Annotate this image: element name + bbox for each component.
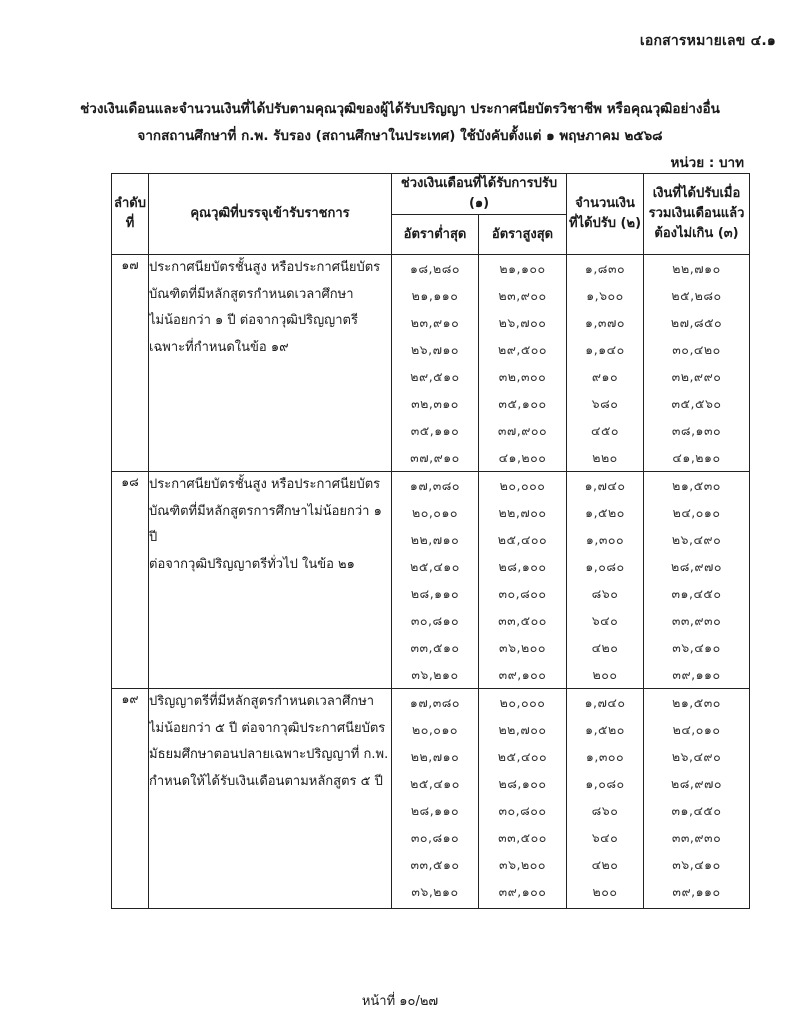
max-rate-value: ๒๕,๔๐๐	[497, 532, 548, 547]
adjusted-amount-value: ๑,๕๒๐	[585, 505, 625, 520]
qualification-line: ประกาศนียบัตรชั้นสูง หรือประกาศนียบัตร	[149, 477, 381, 492]
header-max-rate: อัตราสูงสุด	[479, 215, 567, 255]
total-cap-value: ๒๖,๔๙๐	[671, 532, 722, 547]
row-max-rate-column	[479, 689, 567, 909]
qualification-line: ไม่น้อยกว่า ๕ ปี ต่อจากวุฒิประกาศนียบัตร	[149, 720, 386, 736]
max-rate-value: ๓๖,๒๐๐	[499, 640, 546, 655]
total-cap-value: ๓๖,๔๑๐	[672, 640, 721, 655]
adjusted-amount-value: ๑,๓๗๐	[585, 315, 625, 330]
header-min-rate: อัตราต่ำสุด	[392, 215, 479, 255]
adjusted-amount-value: ๒๒๐	[592, 450, 618, 465]
max-rate-value: ๓๒,๓๐๐	[498, 369, 547, 384]
min-rate-value: ๓๓,๕๑๐	[410, 640, 460, 655]
min-rate-value: ๒๕,๔๑๐	[410, 776, 460, 791]
total-cap-value: ๓๑,๔๕๐	[671, 803, 722, 818]
qualification-line: ไม่น้อยกว่า ๑ ปี ต่อจากวุฒิปริญญาตรี	[149, 313, 358, 328]
adjusted-amount-value: ๑,๐๘๐	[585, 776, 625, 791]
total-cap-value: ๒๘,๙๗๐	[670, 559, 723, 574]
header-sequence-no-line2: ที่	[125, 216, 135, 231]
adjusted-amount-value: ๘๖๐	[591, 586, 619, 601]
qualification-line: บัณฑิตที่มีหลักสูตรการศึกษาไม่น้อยกว่า ๑ ปี	[149, 503, 382, 545]
header-total-cap	[644, 174, 750, 255]
total-cap-value: ๒๑,๕๓๐	[672, 478, 721, 493]
adjusted-amount-value: ๑,๗๔๐	[584, 695, 626, 710]
adjusted-amount-value: ๖๔๐	[591, 830, 619, 845]
min-rate-value: ๒๒,๗๑๐	[410, 532, 460, 547]
adjusted-amount-value: ๑,๗๔๐	[584, 478, 626, 493]
total-cap-value: ๒๒,๗๑๐	[672, 261, 721, 276]
adjusted-amount-value: ๖๘๐	[591, 396, 619, 411]
document-title-line2: จากสถานศึกษาที่ ก.พ. รับรอง (สถานศึกษาในประเทศ) ใช้บังคับตั้งแต่ ๑ พฤษภาคม ๒๕๖๘	[137, 128, 663, 144]
total-cap-value: ๒๑,๕๓๐	[672, 695, 721, 710]
total-cap-value: ๓๕,๕๖๐	[671, 396, 722, 411]
table-row	[112, 255, 750, 472]
row-total-cap-column	[644, 255, 750, 472]
total-cap-value: ๒๔,๐๑๐	[672, 722, 721, 737]
min-rate-value: ๓๖,๒๑๐	[411, 884, 459, 899]
max-rate-value: ๒๒,๗๐๐	[498, 722, 547, 737]
total-cap-value: ๒๗,๘๕๐	[670, 315, 723, 330]
adjusted-amount-value: ๑,๘๓๐	[584, 261, 626, 276]
header-total-cap-line1: เงินที่ได้ปรับเมื่อ	[652, 186, 741, 201]
adjusted-amount-value: ๑,๕๒๐	[585, 722, 625, 737]
min-rate-value: ๒๐,๐๑๐	[411, 722, 459, 737]
max-rate-value: ๒๓,๙๐๐	[498, 288, 547, 303]
min-rate-value: ๓๖,๒๑๐	[411, 667, 459, 682]
header-adjusted-amount-line1: จำนวนเงิน	[575, 196, 635, 211]
min-rate-value: ๒๘,๑๑๐	[410, 803, 460, 818]
max-rate-value: ๓๗,๙๐๐	[497, 423, 548, 438]
total-cap-value: ๒๔,๐๑๐	[672, 505, 721, 520]
row-total-cap-column	[644, 472, 750, 689]
total-cap-value: ๒๖,๔๙๐	[671, 749, 722, 764]
min-rate-value: ๒๑,๑๑๐	[411, 288, 459, 303]
header-qualification: คุณวุฒิที่บรรจุเข้ารับราชการ	[149, 174, 392, 255]
adjusted-amount-value: ๑,๓๐๐	[585, 749, 625, 764]
total-cap-value: ๔๑,๒๑๐	[672, 450, 721, 465]
max-rate-value: ๓๐,๘๐๐	[498, 803, 547, 818]
adjusted-amount-value: ๔๒๐	[591, 640, 619, 655]
min-rate-value: ๒๐,๐๑๐	[411, 505, 459, 520]
document-title-line1: ช่วงเงินเดือนและจำนวนเงินที่ได้ปรับตามคุณวุฒิของผู้ได้รับปริญญา ประกาศนียบัตรวิชาชีพ หรือคุณวุฒิอย่างอื่น	[80, 101, 720, 117]
row-qualification	[149, 689, 392, 909]
row-sequence-no: ๑๗	[112, 255, 149, 472]
document-number: เอกสารหมายเลข ๔.๑	[639, 33, 776, 49]
min-rate-value: ๓๓,๕๑๐	[410, 857, 460, 872]
row-sequence-no: ๑๘	[112, 472, 149, 689]
min-rate-value: ๒๘,๑๑๐	[410, 586, 460, 601]
row-min-rate-column	[392, 472, 479, 689]
max-rate-value: ๒๘,๑๐๐	[498, 559, 547, 574]
min-rate-value: ๓๒,๓๑๐	[411, 396, 459, 411]
min-rate-value: ๒๒,๗๑๐	[410, 749, 460, 764]
min-rate-value: ๒๕,๔๑๐	[410, 559, 460, 574]
total-cap-value: ๓๖,๔๑๐	[672, 857, 721, 872]
min-rate-value: ๒๙,๕๑๐	[410, 369, 460, 384]
total-cap-value: ๓๓,๙๓๐	[671, 613, 722, 628]
min-rate-value: ๑๗,๓๘๐	[409, 695, 461, 710]
max-rate-value: ๒๒,๗๐๐	[498, 505, 547, 520]
qualification-line: มัธยมศึกษาตอนปลายเฉพาะปริญญาที่ ก.พ.	[149, 747, 389, 762]
row-sequence-no: ๑๙	[112, 689, 149, 909]
adjusted-amount-value: ๑,๖๐๐	[586, 288, 624, 303]
min-rate-value: ๓๐,๘๑๐	[410, 830, 460, 845]
adjusted-amount-value: ๘๖๐	[591, 803, 619, 818]
total-cap-value: ๓๘,๑๓๐	[671, 423, 722, 438]
min-rate-value: ๒๖,๗๑๐	[410, 342, 460, 357]
row-min-rate-column	[392, 255, 479, 472]
total-cap-value: ๓๙,๑๑๐	[672, 884, 721, 899]
min-rate-value: ๓๐,๘๑๐	[410, 613, 460, 628]
header-adjusted-amount	[567, 174, 644, 255]
table-row	[112, 472, 750, 689]
header-sequence-no	[112, 174, 149, 255]
qualification-line: ประกาศนียบัตรชั้นสูง หรือประกาศนียบัตร	[149, 260, 381, 275]
adjusted-amount-value: ๙๑๐	[591, 369, 619, 384]
max-rate-value: ๒๐,๐๐๐	[499, 478, 546, 493]
adjusted-amount-value: ๒๐๐	[592, 667, 618, 682]
header-total-cap-line3: ต้องไม่เกิน (๓)	[654, 226, 739, 241]
max-rate-value: ๓๓,๕๐๐	[498, 830, 547, 845]
total-cap-value: ๒๕,๒๘๐	[671, 288, 722, 303]
min-rate-value: ๓๕,๑๑๐	[410, 423, 460, 438]
table-row	[112, 689, 750, 909]
salary-adjustment-table	[111, 173, 750, 909]
adjusted-amount-value: ๔๕๐	[590, 423, 620, 438]
unit-label: หน่วย : บาท	[670, 155, 744, 171]
min-rate-value: ๓๗,๙๑๐	[410, 450, 460, 465]
row-qualification	[149, 255, 392, 472]
max-rate-value: ๓๐,๘๐๐	[498, 586, 547, 601]
max-rate-value: ๒๕,๔๐๐	[497, 749, 548, 764]
header-sequence-no-line1: ลำดับ	[114, 196, 146, 211]
max-rate-value: ๔๑,๒๐๐	[498, 450, 547, 465]
qualification-line: บัณฑิตที่มีหลักสูตรกำหนดเวลาศึกษา	[149, 286, 354, 302]
qualification-line: ต่อจากวุฒิปริญญาตรีทั่วไป ในข้อ ๒๑	[149, 556, 355, 572]
total-cap-value: ๓๒,๙๙๐	[671, 369, 722, 384]
min-rate-value: ๒๓,๙๑๐	[410, 315, 460, 330]
max-rate-value: ๓๖,๒๐๐	[499, 857, 546, 872]
row-adjusted-amount-column	[567, 255, 644, 472]
max-rate-value: ๒๖,๗๐๐	[498, 315, 547, 330]
row-max-rate-column	[479, 255, 567, 472]
adjusted-amount-value: ๑,๐๘๐	[585, 559, 625, 574]
total-cap-value: ๓๑,๔๕๐	[671, 586, 722, 601]
adjusted-amount-value: ๒๐๐	[592, 884, 618, 899]
qualification-line: เฉพาะที่กำหนดในข้อ ๑๙	[149, 339, 289, 355]
row-qualification	[149, 472, 392, 689]
total-cap-value: ๓๐,๔๒๐	[672, 342, 721, 357]
header-total-cap-line2: รวมเงินเดือนแล้ว	[648, 206, 745, 221]
max-rate-value: ๓๕,๑๐๐	[498, 396, 547, 411]
total-cap-value: ๒๘,๙๗๐	[670, 776, 723, 791]
page-number: หน้าที่ ๑๐/๒๗	[361, 994, 439, 1009]
qualification-line: ปริญญาตรีที่มีหลักสูตรกำหนดเวลาศึกษา	[149, 694, 375, 709]
max-rate-value: ๒๐,๐๐๐	[499, 695, 546, 710]
row-max-rate-column	[479, 472, 567, 689]
row-adjusted-amount-column	[567, 689, 644, 909]
max-rate-value: ๓๓,๕๐๐	[498, 613, 547, 628]
min-rate-value: ๑๘,๒๘๐	[409, 261, 461, 276]
adjusted-amount-value: ๑,๓๐๐	[585, 532, 625, 547]
adjusted-amount-value: ๑,๑๔๐	[585, 342, 625, 357]
row-min-rate-column	[392, 689, 479, 909]
total-cap-value: ๓๙,๑๑๐	[672, 667, 721, 682]
max-rate-value: ๓๙,๑๐๐	[498, 884, 547, 899]
max-rate-value: ๒๑,๑๐๐	[499, 261, 546, 276]
max-rate-value: ๒๙,๕๐๐	[497, 342, 548, 357]
max-rate-value: ๓๙,๑๐๐	[498, 667, 547, 682]
min-rate-value: ๑๗,๓๘๐	[409, 478, 461, 493]
adjusted-amount-value: ๔๒๐	[591, 857, 619, 872]
max-rate-value: ๒๘,๑๐๐	[498, 776, 547, 791]
header-adjusted-amount-line2: ที่ได้ปรับ (๒)	[569, 216, 642, 231]
qualification-line: กำหนดให้ได้รับเงินเดือนตามหลักสูตร ๕ ปี	[149, 773, 383, 789]
row-adjusted-amount-column	[567, 472, 644, 689]
total-cap-value: ๓๓,๙๓๐	[671, 830, 722, 845]
row-total-cap-column	[644, 689, 750, 909]
header-salary-range: ช่วงเงินเดือนที่ได้รับการปรับ (๑)	[392, 174, 567, 215]
adjusted-amount-value: ๖๔๐	[591, 613, 619, 628]
